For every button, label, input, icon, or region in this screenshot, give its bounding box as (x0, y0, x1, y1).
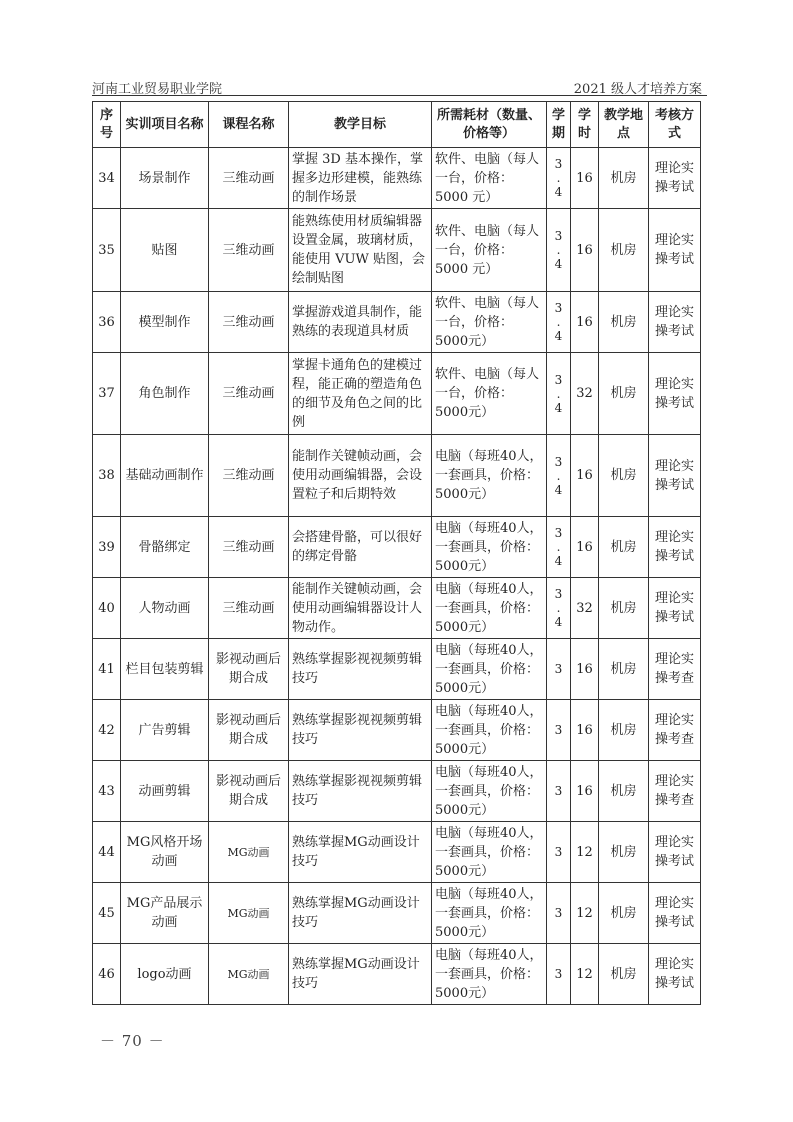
cell-place: 机房 (599, 883, 649, 944)
cell-semester (547, 578, 571, 639)
cell-hours: 16 (571, 761, 599, 822)
semester-part: 3 (554, 157, 563, 171)
cell-project: 骨骼绑定 (121, 517, 209, 578)
col-header-no: 序号 (93, 102, 121, 148)
cell-semester (547, 353, 571, 435)
cell-no: 45 (93, 883, 121, 944)
cell-exam: 理论实操考试 (649, 435, 701, 517)
semester-part: 3 (554, 587, 563, 601)
semester-part: 3 (554, 372, 563, 387)
cell-project: MG产品展示动画 (121, 883, 209, 944)
col-header-hours: 学时 (571, 102, 599, 148)
table-row (93, 209, 701, 292)
cell-course: 三维动画 (209, 148, 289, 209)
cell-place: 机房 (599, 700, 649, 761)
cell-course: MG动画 (209, 883, 289, 944)
header-divider (92, 95, 707, 96)
cell-project: 人物动画 (121, 578, 209, 639)
semester-part: 3 (554, 526, 563, 540)
table-row (93, 639, 701, 700)
cell-semester (547, 639, 571, 700)
cell-place: 机房 (599, 578, 649, 639)
semester-part: 3 (554, 454, 563, 469)
cell-exam: 理论实操考试 (649, 517, 701, 578)
cell-place: 机房 (599, 353, 649, 435)
semester-part: 3 (554, 723, 563, 737)
cell-place: 机房 (599, 292, 649, 353)
cell-place: 机房 (599, 517, 649, 578)
cell-course: 三维动画 (209, 578, 289, 639)
col-header-goal: 教学目标 (289, 102, 432, 148)
cell-hours: 32 (571, 353, 599, 435)
cell-course: 三维动画 (209, 517, 289, 578)
cell-course: 三维动画 (209, 292, 289, 353)
cell-course: 三维动画 (209, 435, 289, 517)
semester-part: . (556, 171, 561, 185)
cell-place: 机房 (599, 148, 649, 209)
cell-place: 机房 (599, 435, 649, 517)
cell-exam: 理论实操考试 (649, 944, 701, 1005)
table-row (93, 435, 701, 517)
cell-goal: 熟练掌握影视视频剪辑技巧 (289, 700, 432, 761)
cell-exam: 理论实操考试 (649, 292, 701, 353)
col-header-course: 课程名称 (209, 102, 289, 148)
cell-goal: 掌握游戏道具制作，能熟练的表现道具材质 (289, 292, 432, 353)
cell-place: 机房 (599, 209, 649, 292)
cell-project: 角色制作 (121, 353, 209, 435)
cell-hours: 16 (571, 435, 599, 517)
table-row (93, 353, 701, 435)
semester-part: 3 (554, 906, 563, 920)
table-row (93, 822, 701, 883)
cell-semester (547, 148, 571, 209)
cell-place: 机房 (599, 944, 649, 1005)
cell-project: 基础动画制作 (121, 435, 209, 517)
cell-material: 软件、电脑（每人一台，价格：5000元） (432, 353, 547, 435)
cell-semester (547, 209, 571, 292)
cell-material: 电脑（每班40人，一套画具，价格：5000元） (432, 517, 547, 578)
semester-part: 3 (554, 662, 563, 676)
header-plan-title: 2021 级人才培养方案 (573, 82, 702, 97)
cell-material: 软件、电脑（每人一台，价格：5000 元） (432, 209, 547, 292)
cell-course: 三维动画 (209, 209, 289, 292)
cell-hours: 12 (571, 883, 599, 944)
cell-exam: 理论实操考试 (649, 353, 701, 435)
cell-semester (547, 761, 571, 822)
cell-goal: 熟练掌握MG动画设计技巧 (289, 883, 432, 944)
cell-material: 电脑（每班40人，一套画具，价格：5000元） (432, 761, 547, 822)
cell-semester (547, 517, 571, 578)
cell-hours: 16 (571, 517, 599, 578)
cell-course: 影视动画后期合成 (209, 639, 289, 700)
cell-goal: 能制作关键帧动画，会使用动画编辑器，会设置粒子和后期特效 (289, 435, 432, 517)
semester-part: . (556, 601, 561, 615)
cell-exam: 理论实操考查 (649, 639, 701, 700)
cell-no: 34 (93, 148, 121, 209)
cell-place: 机房 (599, 639, 649, 700)
table-row (93, 292, 701, 353)
cell-exam: 理论实操考试 (649, 148, 701, 209)
cell-material: 电脑（每班40人，一套画具，价格：5000元） (432, 435, 547, 517)
cell-material: 电脑（每班40人，一套画具，价格：5000元） (432, 639, 547, 700)
cell-semester (547, 822, 571, 883)
cell-place: 机房 (599, 822, 649, 883)
cell-no: 43 (93, 761, 121, 822)
cell-semester (547, 435, 571, 517)
semester-part: 4 (554, 329, 563, 343)
cell-exam: 理论实操考试 (649, 209, 701, 292)
cell-hours: 16 (571, 209, 599, 292)
cell-goal: 掌握卡通角色的建模过程，能正确的塑造角色的细节及角色之间的比例 (289, 353, 432, 435)
semester-part: . (556, 243, 561, 257)
semester-part: 4 (554, 482, 563, 497)
cell-no: 42 (93, 700, 121, 761)
semester-part: 3 (554, 301, 563, 315)
cell-course: 三维动画 (209, 353, 289, 435)
table-row (93, 517, 701, 578)
semester-part: 4 (554, 257, 563, 271)
table-row (93, 578, 701, 639)
cell-hours: 16 (571, 148, 599, 209)
cell-goal: 熟练掌握MG动画设计技巧 (289, 944, 432, 1005)
cell-no: 46 (93, 944, 121, 1005)
cell-material: 软件、电脑（每人一台，价格：5000元） (432, 292, 547, 353)
cell-material: 软件、电脑（每人一台，价格：5000 元） (432, 148, 547, 209)
semester-part: . (556, 540, 561, 554)
semester-part: 4 (554, 615, 563, 629)
cell-exam: 理论实操考试 (649, 578, 701, 639)
col-header-project: 实训项目名称 (121, 102, 209, 148)
cell-hours: 12 (571, 822, 599, 883)
col-header-place: 教学地点 (599, 102, 649, 148)
cell-no: 36 (93, 292, 121, 353)
semester-part: 4 (554, 400, 563, 415)
table-header-row (93, 102, 701, 148)
cell-hours: 12 (571, 944, 599, 1005)
page-number: － 70 － (100, 1032, 165, 1050)
cell-semester (547, 944, 571, 1005)
cell-project: 场景制作 (121, 148, 209, 209)
training-table (92, 101, 701, 1005)
cell-project: MG风格开场动画 (121, 822, 209, 883)
cell-project: 模型制作 (121, 292, 209, 353)
cell-material: 电脑（每班40人，一套画具，价格：5000元） (432, 944, 547, 1005)
cell-hours: 16 (571, 639, 599, 700)
cell-goal: 会搭建骨骼，可以很好的绑定骨骼 (289, 517, 432, 578)
table-row (93, 944, 701, 1005)
cell-hours: 16 (571, 700, 599, 761)
cell-no: 41 (93, 639, 121, 700)
cell-no: 44 (93, 822, 121, 883)
cell-material: 电脑（每班40人，一套画具，价格：5000元） (432, 883, 547, 944)
header-school-name: 河南工业贸易职业学院 (92, 82, 223, 97)
cell-semester (547, 292, 571, 353)
table-row (93, 700, 701, 761)
table-row (93, 761, 701, 822)
cell-exam: 理论实操考查 (649, 761, 701, 822)
semester-part: 3 (554, 229, 563, 243)
cell-no: 37 (93, 353, 121, 435)
cell-no: 39 (93, 517, 121, 578)
table-row (93, 883, 701, 944)
col-header-exam: 考核方式 (649, 102, 701, 148)
cell-course: 影视动画后期合成 (209, 700, 289, 761)
col-header-semester: 学期 (547, 102, 571, 148)
cell-material: 电脑（每班40人，一套画具，价格：5000元） (432, 822, 547, 883)
cell-exam: 理论实操考试 (649, 883, 701, 944)
cell-hours: 32 (571, 578, 599, 639)
cell-project: 动画剪辑 (121, 761, 209, 822)
cell-goal: 熟练掌握影视视频剪辑技巧 (289, 761, 432, 822)
cell-exam: 理论实操考查 (649, 700, 701, 761)
semester-part: 4 (554, 554, 563, 568)
cell-material: 电脑（每班40人，一套画具，价格：5000元） (432, 700, 547, 761)
cell-hours: 16 (571, 292, 599, 353)
cell-no: 38 (93, 435, 121, 517)
semester-part: . (556, 468, 561, 483)
semester-part: 3 (554, 784, 563, 798)
cell-course: 影视动画后期合成 (209, 761, 289, 822)
semester-part: 3 (554, 967, 563, 981)
cell-project: logo动画 (121, 944, 209, 1005)
cell-place: 机房 (599, 761, 649, 822)
cell-course: MG动画 (209, 944, 289, 1005)
cell-semester (547, 883, 571, 944)
semester-part: . (556, 315, 561, 329)
cell-goal: 熟练掌握影视视频剪辑技巧 (289, 639, 432, 700)
cell-course: MG动画 (209, 822, 289, 883)
cell-goal: 能制作关键帧动画，会使用动画编辑器设计人物动作。 (289, 578, 432, 639)
cell-material: 电脑（每班40人，一套画具，价格：5000元） (432, 578, 547, 639)
cell-project: 广告剪辑 (121, 700, 209, 761)
cell-project: 贴图 (121, 209, 209, 292)
semester-part: 4 (554, 185, 563, 199)
semester-part: 3 (554, 845, 563, 859)
cell-semester (547, 700, 571, 761)
cell-no: 35 (93, 209, 121, 292)
cell-no: 40 (93, 578, 121, 639)
cell-exam: 理论实操考试 (649, 822, 701, 883)
cell-goal: 掌握 3D 基本操作，掌握多边形建模，能熟练的制作场景 (289, 148, 432, 209)
cell-goal: 能熟练使用材质编辑器设置金属，玻璃材质，能使用 VUW 贴图，会绘制贴图 (289, 209, 432, 292)
semester-part: . (556, 386, 561, 401)
cell-goal: 熟练掌握MG动画设计技巧 (289, 822, 432, 883)
col-header-material: 所需耗材（数量、价格等） (432, 102, 547, 148)
cell-project: 栏目包装剪辑 (121, 639, 209, 700)
table-row (93, 148, 701, 209)
